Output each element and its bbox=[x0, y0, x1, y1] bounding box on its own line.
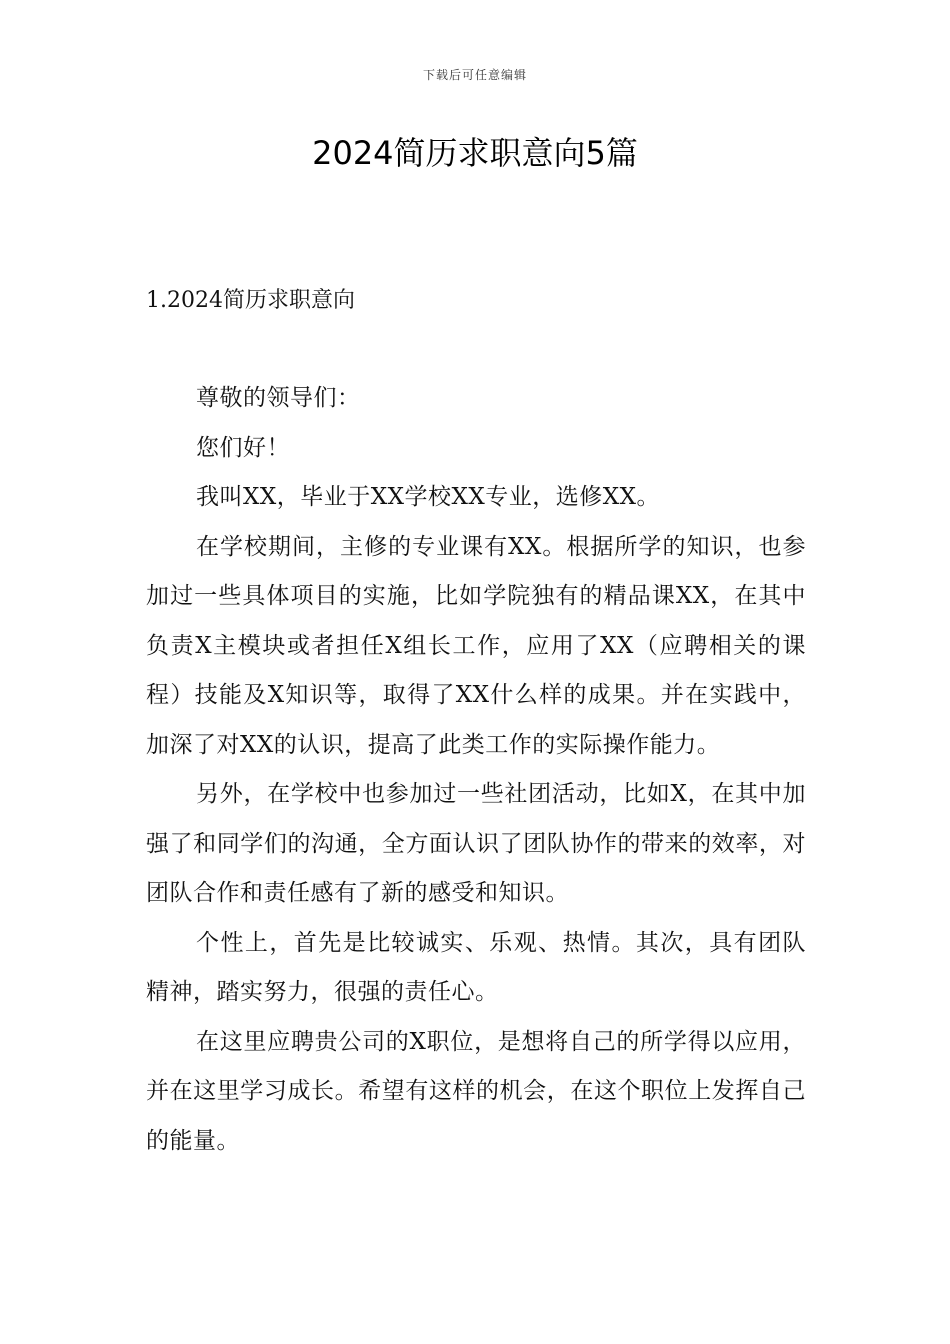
paragraph-application: 在这里应聘贵公司的X职位，是想将自己的所学得以应用，并在这里学习成长。希望有这样的机会，在这个职位上发挥自己的能量。 bbox=[146, 1028, 806, 1154]
paragraph-personality: 个性上，首先是比较诚实、乐观、热情。其次，具有团队精神，踏实努力，很强的责任心。 bbox=[146, 929, 806, 1005]
header-note: 下载后可任意编辑 bbox=[422, 68, 527, 82]
paragraph-studies: 在学校期间，主修的专业课有XX。根据所学的知识，也参加过一些具体项目的实施，比如学院独有的精品课XX，在其中负责X主模块或者担任X组长工作，应用了XX（应聘相关的课程）技能及X知识等，取得了XX什么样的成果。并在实践中，加深了对XX的认识，提高了此类工作的实际操作能力。 bbox=[146, 533, 806, 758]
document-title: 2024简历求职意向5篇 bbox=[312, 134, 638, 172]
paragraph-salutation: 尊敬的领导们： bbox=[196, 385, 361, 411]
paragraph-activities: 另外，在学校中也参加过一些社团活动，比如X，在其中加强了和同学们的沟通，全方面认识了团队协作的带来的效率，对团队合作和责任感有了新的感受和知识。 bbox=[146, 781, 806, 906]
document-body bbox=[146, 374, 806, 1166]
paragraph-introduction: 我叫XX，毕业于XX学校XX专业，选修XX。 bbox=[196, 484, 660, 510]
paragraph-greeting: 您们好！ bbox=[196, 434, 290, 461]
section-heading: 1.2024简历求职意向 bbox=[146, 288, 355, 313]
